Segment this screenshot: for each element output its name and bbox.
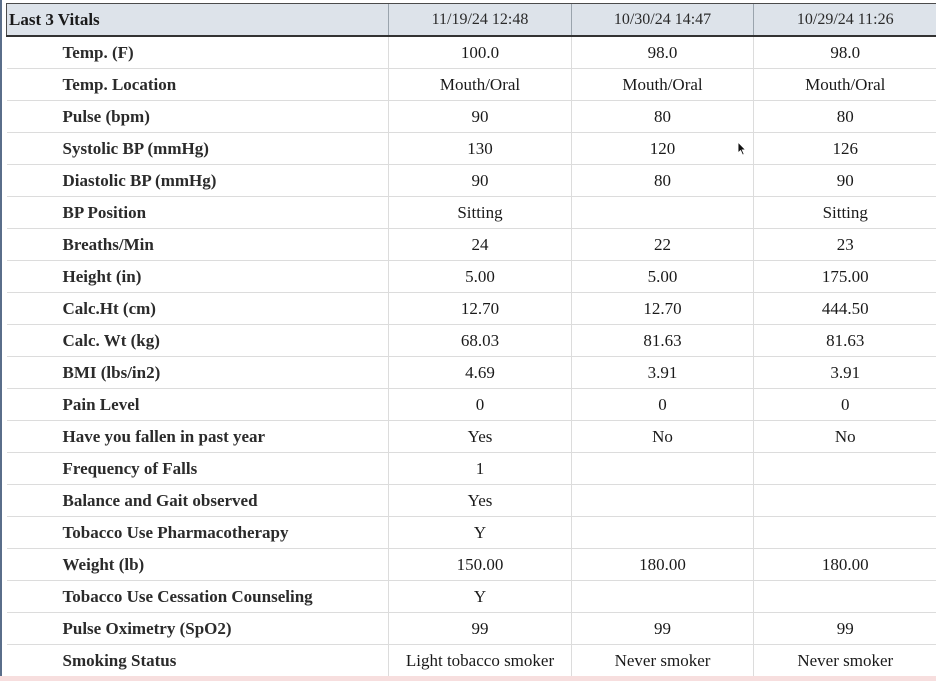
vital-value: 12.70 <box>389 293 572 325</box>
column-header-date[interactable]: 10/30/24 14:47 <box>572 4 754 37</box>
vital-value: 99 <box>572 613 754 645</box>
vitals-header-row <box>7 4 936 37</box>
vitals-row <box>7 613 936 645</box>
vitals-row <box>7 421 936 453</box>
vitals-row <box>7 357 936 389</box>
vital-value <box>572 581 754 613</box>
vital-label: BMI (lbs/in2) <box>7 357 389 389</box>
vital-label: Calc.Ht (cm) <box>7 293 389 325</box>
bottom-edge-band <box>0 676 936 681</box>
vital-value <box>754 581 936 613</box>
vital-value: 81.63 <box>754 325 936 357</box>
vital-value <box>572 197 754 229</box>
vital-value: Mouth/Oral <box>389 69 572 101</box>
vital-label: Weight (lb) <box>7 549 389 581</box>
vital-value: 80 <box>572 165 754 197</box>
vital-value: 81.63 <box>572 325 754 357</box>
vital-label: Systolic BP (mmHg) <box>7 133 389 165</box>
vital-value: 0 <box>389 389 572 421</box>
vital-value: 444.50 <box>754 293 936 325</box>
vital-value: Yes <box>389 421 572 453</box>
vital-value: 130 <box>389 133 572 165</box>
vital-label: Pulse Oximetry (SpO2) <box>7 613 389 645</box>
vitals-row <box>7 36 936 69</box>
vital-value: 120 <box>572 133 754 165</box>
vital-value: 1 <box>389 453 572 485</box>
vital-value: 4.69 <box>389 357 572 389</box>
vital-value: 5.00 <box>389 261 572 293</box>
vital-value: 3.91 <box>572 357 754 389</box>
vital-label: Pain Level <box>7 389 389 421</box>
vital-value: 3.91 <box>754 357 936 389</box>
vital-value: 23 <box>754 229 936 261</box>
vital-value: 150.00 <box>389 549 572 581</box>
vital-label: BP Position <box>7 197 389 229</box>
vitals-row <box>7 549 936 581</box>
vitals-row <box>7 101 936 133</box>
vitals-row <box>7 293 936 325</box>
vital-value: 12.70 <box>572 293 754 325</box>
vital-value: 0 <box>572 389 754 421</box>
vitals-row <box>7 517 936 549</box>
vital-value: Never smoker <box>572 645 754 677</box>
vitals-table <box>6 3 936 677</box>
column-header-date[interactable]: 11/19/24 12:48 <box>389 4 572 37</box>
vital-label: Tobacco Use Cessation Counseling <box>7 581 389 613</box>
vitals-row <box>7 261 936 293</box>
vital-value: No <box>754 421 936 453</box>
vital-value: Never smoker <box>754 645 936 677</box>
vital-label: Pulse (bpm) <box>7 101 389 133</box>
vital-value: 22 <box>572 229 754 261</box>
vital-value: 90 <box>754 165 936 197</box>
vitals-row <box>7 325 936 357</box>
vitals-row <box>7 581 936 613</box>
vital-label: Have you fallen in past year <box>7 421 389 453</box>
vital-value: 90 <box>389 165 572 197</box>
column-header-date[interactable]: 10/29/24 11:26 <box>754 4 936 37</box>
vital-value: 175.00 <box>754 261 936 293</box>
vital-value: No <box>572 421 754 453</box>
vitals-row <box>7 453 936 485</box>
vital-value: 68.03 <box>389 325 572 357</box>
mouse-cursor-icon <box>737 141 749 157</box>
vital-label: Temp. (F) <box>7 36 389 69</box>
vital-label: Balance and Gait observed <box>7 485 389 517</box>
vital-value: Light tobacco smoker <box>389 645 572 677</box>
vital-value <box>754 485 936 517</box>
vital-value: 90 <box>389 101 572 133</box>
vital-label: Smoking Status <box>7 645 389 677</box>
vitals-row <box>7 229 936 261</box>
vital-value: 99 <box>754 613 936 645</box>
vital-label: Diastolic BP (mmHg) <box>7 165 389 197</box>
vital-value: 0 <box>754 389 936 421</box>
vital-value <box>754 453 936 485</box>
vitals-row <box>7 389 936 421</box>
vitals-table-body <box>7 36 936 677</box>
vital-value: Sitting <box>754 197 936 229</box>
vital-label: Calc. Wt (kg) <box>7 325 389 357</box>
vital-value <box>572 485 754 517</box>
vitals-row <box>7 165 936 197</box>
vitals-row <box>7 133 936 165</box>
vital-label: Tobacco Use Pharmacotherapy <box>7 517 389 549</box>
vital-value: 100.0 <box>389 36 572 69</box>
window-left-border <box>0 0 2 681</box>
vitals-row <box>7 69 936 101</box>
vital-value: 180.00 <box>572 549 754 581</box>
vital-value: Mouth/Oral <box>754 69 936 101</box>
vitals-table-title: Last 3 Vitals <box>7 4 389 37</box>
vital-label: Frequency of Falls <box>7 453 389 485</box>
vitals-row <box>7 197 936 229</box>
vital-value: 180.00 <box>754 549 936 581</box>
vital-value: 24 <box>389 229 572 261</box>
vital-value: 5.00 <box>572 261 754 293</box>
vital-value: 80 <box>572 101 754 133</box>
vital-value: Yes <box>389 485 572 517</box>
vital-value: Y <box>389 581 572 613</box>
vital-value: 80 <box>754 101 936 133</box>
vital-label: Breaths/Min <box>7 229 389 261</box>
vital-value <box>572 453 754 485</box>
vital-value: 126 <box>754 133 936 165</box>
vital-value: Y <box>389 517 572 549</box>
vitals-row <box>7 485 936 517</box>
vital-value <box>572 517 754 549</box>
vital-value: 98.0 <box>754 36 936 69</box>
vital-value: Sitting <box>389 197 572 229</box>
vital-label: Temp. Location <box>7 69 389 101</box>
vital-label: Height (in) <box>7 261 389 293</box>
vitals-row <box>7 645 936 677</box>
vital-value: 98.0 <box>572 36 754 69</box>
vital-value: 99 <box>389 613 572 645</box>
vital-value <box>754 517 936 549</box>
vital-value: Mouth/Oral <box>572 69 754 101</box>
